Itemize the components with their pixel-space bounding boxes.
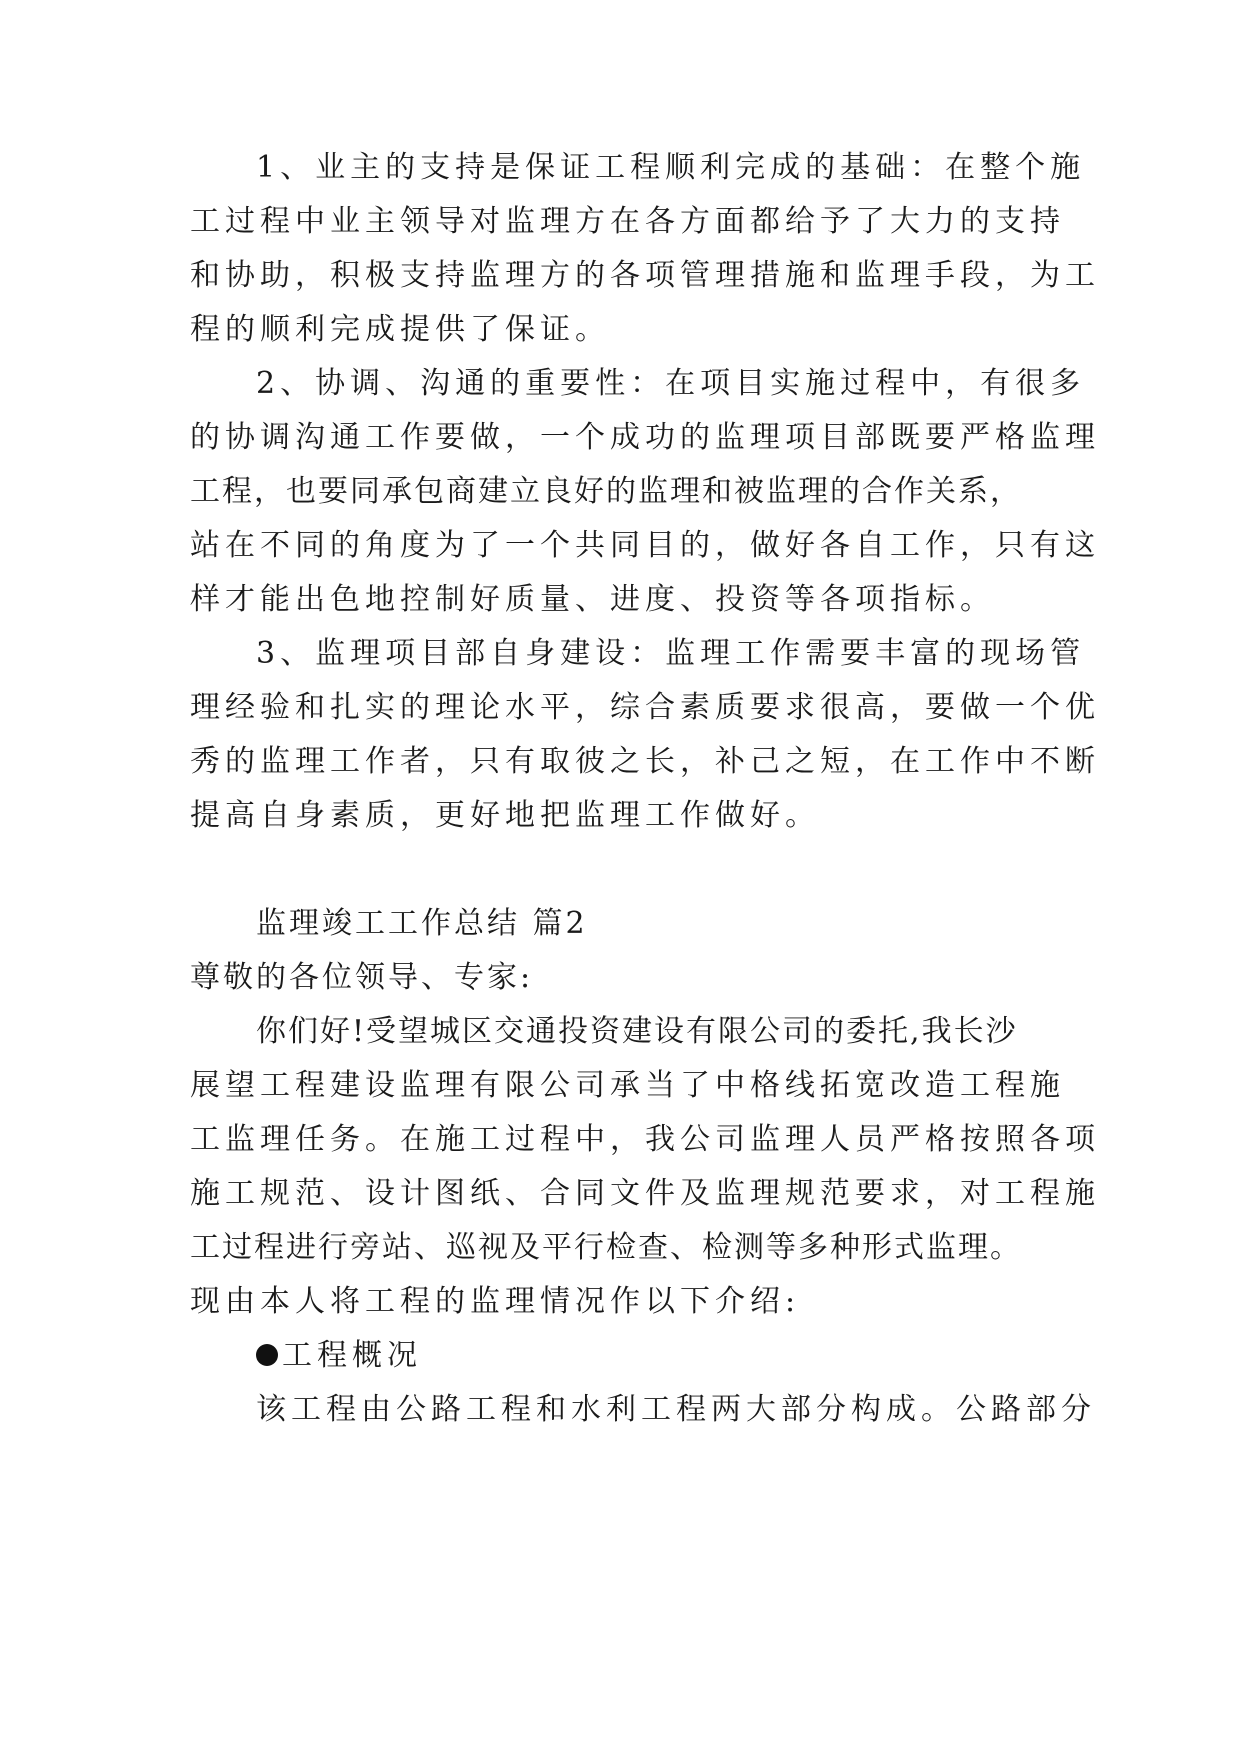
paragraph-3-line-3: 秀的监理工作者，只有取彼之长，补己之短，在工作中不断 [190, 744, 1100, 779]
paragraph-1-line-1: 1、业主的支持是保证工程顺利完成的基础：在整个施 [256, 150, 1086, 185]
bullet-icon [256, 1344, 278, 1366]
salutation: 尊敬的各位领导、专家: [190, 960, 534, 995]
paragraph-4-line-1: 你们好!受望城区交通投资建设有限公司的委托,我长沙 [256, 1014, 1018, 1049]
paragraph-2-line-3: 工程，也要同承包商建立良好的监理和被监理的合作关系， [190, 474, 1022, 509]
paragraph-2-line-5: 样才能出色地控制好质量、进度、投资等各项指标。 [190, 582, 995, 617]
paragraph-3-line-1: 3、监理项目部自身建设：监理工作需要丰富的现场管 [256, 636, 1086, 671]
paragraph-1-line-2: 工过程中业主领导对监理方在各方面都给予了大力的支持 [190, 204, 1065, 239]
paragraph-4-line-5: 工过程进行旁站、巡视及平行检查、检测等多种形式监理。 [190, 1230, 1022, 1265]
section-heading: 监理竣工工作总结 篇2 [256, 906, 588, 941]
paragraph-4-line-2: 展望工程建设监理有限公司承当了中格线拓宽改造工程施 [190, 1068, 1065, 1103]
paragraph-1-line-4: 程的顺利完成提供了保证。 [190, 312, 610, 347]
paragraph-3-line-2: 理经验和扎实的理论水平，综合素质要求很高，要做一个优 [190, 690, 1100, 725]
paragraph-2-line-2: 的协调沟通工作要做，一个成功的监理项目部既要严格监理 [190, 420, 1100, 455]
section-title-text: 工程概况 [282, 1338, 422, 1373]
paragraph-5-line-1: 该工程由公路工程和水利工程两大部分构成。公路部分 [256, 1392, 1096, 1427]
paragraph-1-line-3: 和协助，积极支持监理方的各项管理措施和监理手段，为工 [190, 258, 1100, 293]
paragraph-3-line-4: 提高自身素质，更好地把监理工作做好。 [190, 798, 820, 833]
paragraph-4-line-3: 工监理任务。在施工过程中，我公司监理人员严格按照各项 [190, 1122, 1100, 1157]
bullet-section-title [256, 1336, 1050, 1376]
paragraph-4-line-4: 施工规范、设计图纸、合同文件及监理规范要求，对工程施 [190, 1176, 1100, 1211]
paragraph-4-line-6: 现由本人将工程的监理情况作以下介绍: [190, 1284, 801, 1319]
paragraph-2-line-1: 2、协调、沟通的重要性：在项目实施过程中，有很多 [256, 366, 1086, 401]
paragraph-2-line-4: 站在不同的角度为了一个共同目的，做好各自工作，只有这 [190, 528, 1100, 563]
